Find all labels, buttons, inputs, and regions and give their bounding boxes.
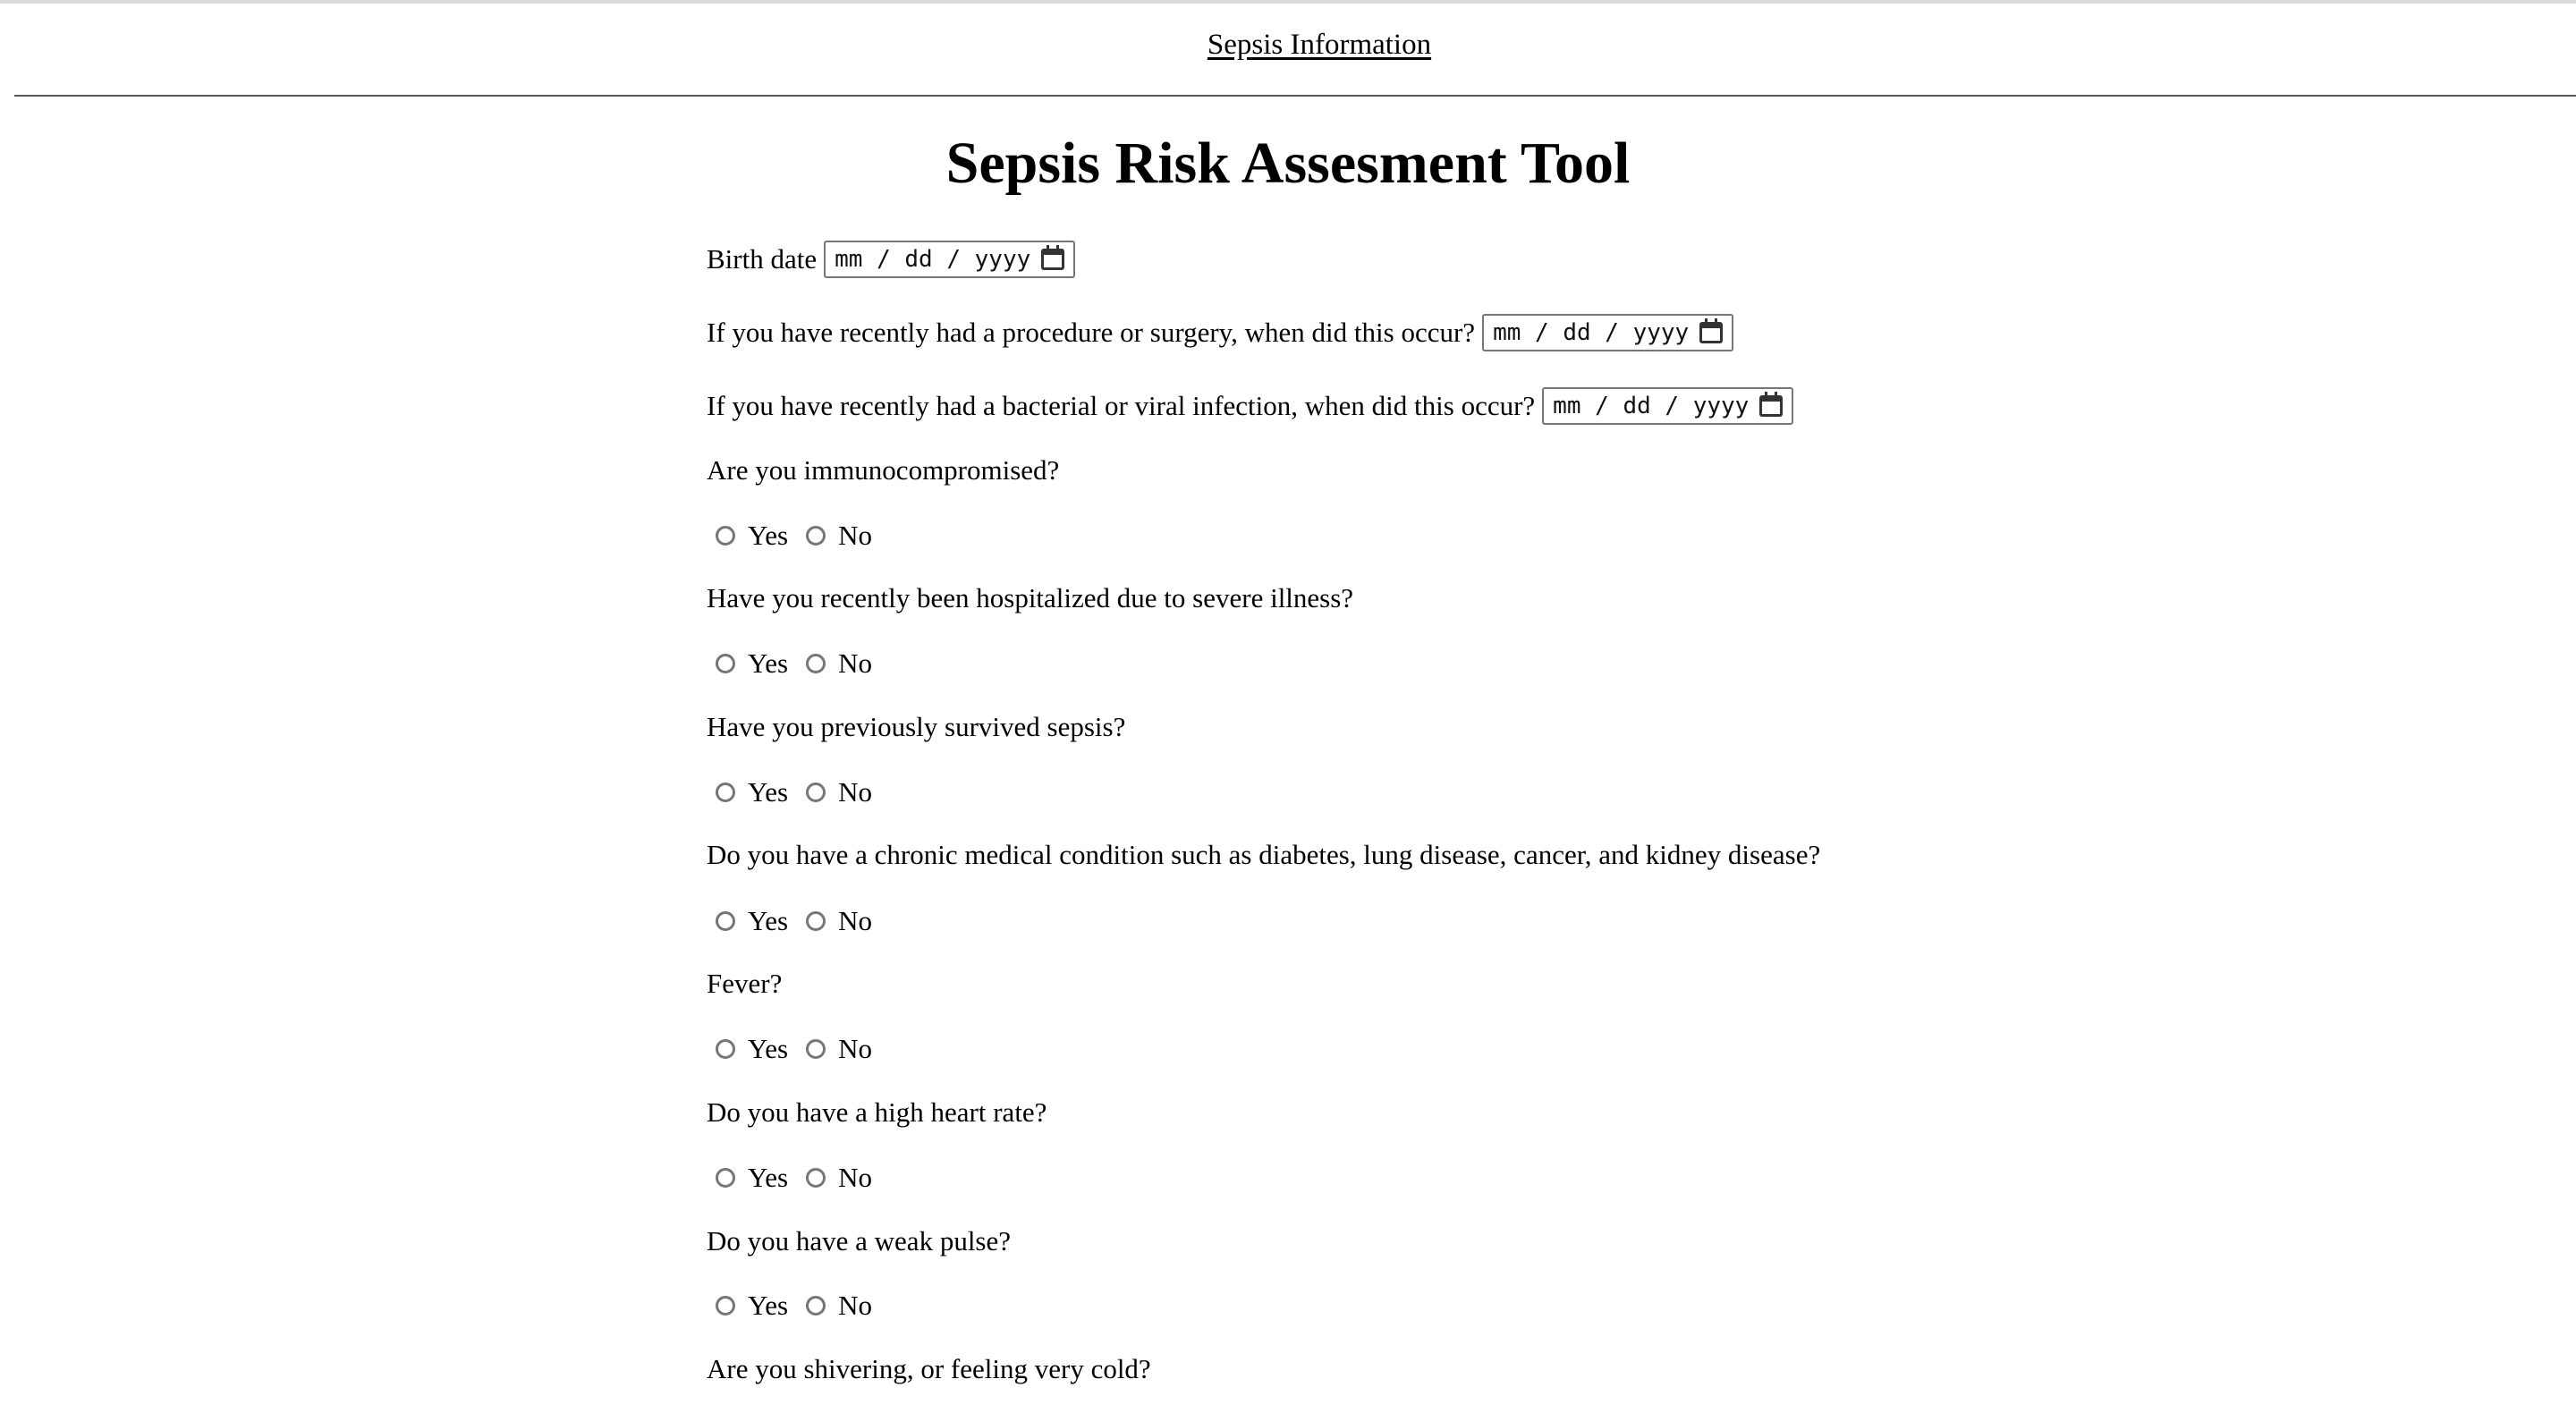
no-radio[interactable] xyxy=(806,1039,826,1059)
no-radio[interactable] xyxy=(806,1168,826,1188)
nav-divider xyxy=(14,95,2576,97)
no-radio[interactable] xyxy=(806,1296,826,1316)
calendar-icon[interactable] xyxy=(1759,395,1783,417)
no-label[interactable]: No xyxy=(838,1033,872,1064)
calendar-icon[interactable] xyxy=(1041,249,1064,270)
yes-radio[interactable] xyxy=(716,1039,735,1059)
no-label[interactable]: No xyxy=(838,647,872,679)
infection-date-input[interactable] xyxy=(1542,387,1793,425)
yes-label[interactable]: Yes xyxy=(748,1290,789,1321)
question-chronic-condition xyxy=(707,833,1820,876)
answer-group-hospitalized xyxy=(707,642,872,685)
yes-label[interactable]: Yes xyxy=(748,905,789,936)
question-text: Have you recently been hospitalized due to severe illness? xyxy=(707,582,1354,613)
birth-date-input[interactable] xyxy=(824,241,1075,278)
no-radio[interactable] xyxy=(806,654,826,673)
question-survived-sepsis xyxy=(707,706,1125,749)
no-label[interactable]: No xyxy=(838,905,872,936)
yes-label[interactable]: Yes xyxy=(748,1162,789,1193)
sepsis-information-link[interactable]: Sepsis Information xyxy=(1207,29,1432,61)
yes-label[interactable]: Yes xyxy=(748,776,789,808)
question-text: Have you previously survived sepsis? xyxy=(707,711,1126,742)
yes-radio[interactable] xyxy=(716,526,735,546)
no-radio[interactable] xyxy=(806,783,826,802)
infection-date-label: If you have recently had a bacterial or viral infection, when did this occur? xyxy=(707,390,1536,421)
yes-radio[interactable] xyxy=(716,783,735,802)
question-text: Fever? xyxy=(707,968,783,999)
answer-group-immunocompromised xyxy=(707,514,872,557)
calendar-icon[interactable] xyxy=(1699,322,1723,343)
question-text: Are you immunocompromised? xyxy=(707,454,1060,486)
question-text: Do you have a chronic medical condition such as diabetes, lung disease, cancer, and kidney disease? xyxy=(707,839,1821,870)
answer-group-heart-rate xyxy=(707,1156,872,1199)
no-label[interactable]: No xyxy=(838,1162,872,1193)
no-radio[interactable] xyxy=(806,911,826,931)
yes-radio[interactable] xyxy=(716,654,735,673)
question-immunocompromised xyxy=(707,449,1059,492)
infection-date-placeholder: mm / dd / yyyy xyxy=(1553,393,1750,419)
yes-radio[interactable] xyxy=(716,1168,735,1188)
answer-group-fever xyxy=(707,1028,872,1070)
question-fever xyxy=(707,962,782,1005)
no-label[interactable]: No xyxy=(838,776,872,808)
top-border xyxy=(0,0,2576,4)
no-radio[interactable] xyxy=(806,526,826,546)
page-title: Sepsis Risk Assesment Tool xyxy=(945,131,1631,196)
answer-group-survived-sepsis xyxy=(707,771,872,814)
procedure-date-label: If you have recently had a procedure or surgery, when did this occur? xyxy=(707,317,1476,348)
yes-label[interactable]: Yes xyxy=(748,647,789,679)
question-hospitalized xyxy=(707,577,1353,620)
procedure-date-input[interactable] xyxy=(1482,314,1733,351)
procedure-date-row xyxy=(707,311,1733,354)
answer-group-weak-pulse xyxy=(707,1284,872,1327)
question-weak-pulse xyxy=(707,1220,1011,1263)
question-heart-rate xyxy=(707,1091,1046,1134)
birth-date-placeholder: mm / dd / yyyy xyxy=(835,246,1031,273)
procedure-date-placeholder: mm / dd / yyyy xyxy=(1493,319,1690,346)
question-text: Do you have a high heart rate? xyxy=(707,1096,1047,1128)
answer-group-chronic-condition xyxy=(707,900,872,943)
question-text: Are you shivering, or feeling very cold? xyxy=(707,1353,1151,1384)
no-label[interactable]: No xyxy=(838,520,872,551)
birth-date-label: Birth date xyxy=(707,243,818,275)
infection-date-row xyxy=(707,385,1793,427)
no-label[interactable]: No xyxy=(838,1290,872,1321)
question-text: Do you have a weak pulse? xyxy=(707,1225,1012,1256)
top-nav xyxy=(0,29,2576,62)
yes-radio[interactable] xyxy=(716,911,735,931)
yes-label[interactable]: Yes xyxy=(748,1033,789,1064)
question-shivering xyxy=(707,1348,1151,1391)
yes-label[interactable]: Yes xyxy=(748,520,789,551)
birth-date-row xyxy=(707,238,1075,281)
yes-radio[interactable] xyxy=(716,1296,735,1316)
